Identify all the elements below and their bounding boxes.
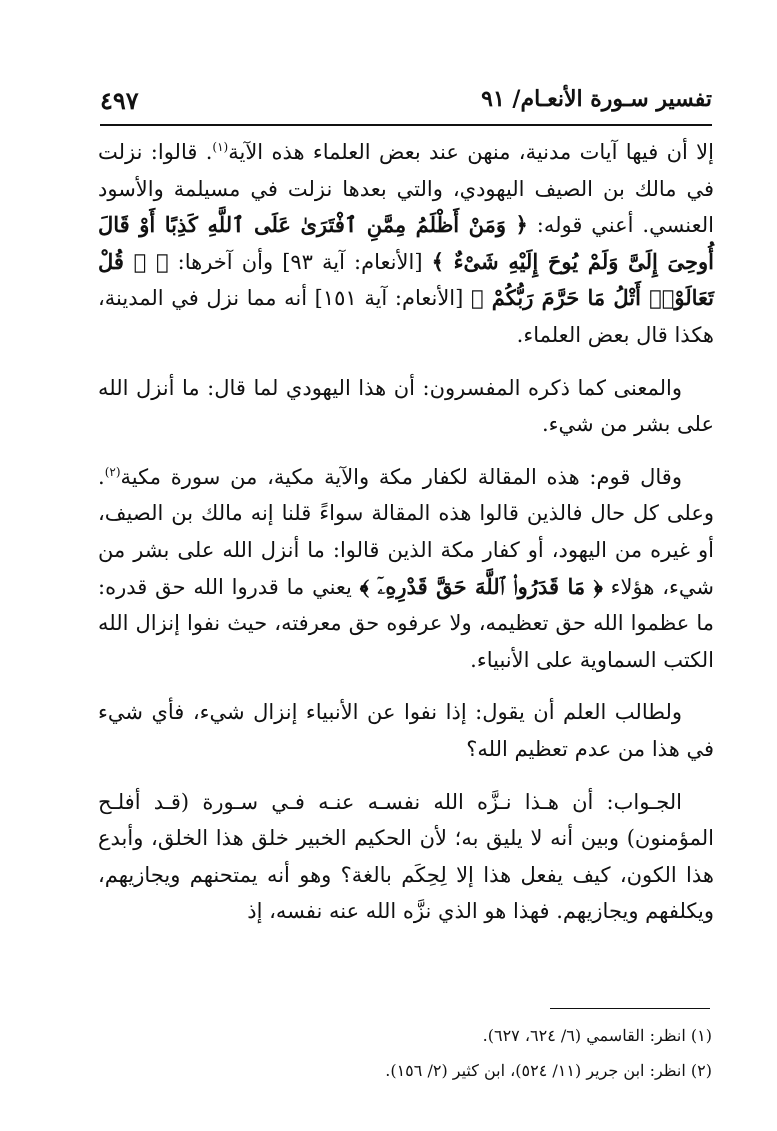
footnote-text: انظر: القاسمي (٦/ ٦٢٤، ٦٢٧). xyxy=(482,1026,686,1045)
footnote-ref-1: (١) xyxy=(212,140,229,154)
footnote-ref-2: (٢) xyxy=(104,464,121,479)
paragraph-5: الجـواب: أن هـذا نـزَّه الله نفسـه عنـه فـي سـورة (قـد أفلـح المؤمنون) وبين أنه لا يليق به؛ لأن الحكيم الخبير خلق هذا الخلق، وأبدع هذا الكون، كيف يفعل هذا إلا لِحِكَم بالغة؟ وهو أنه يمتحنهم ويجازيهم، ويكلفهم ويجازيهم. فهذا هو الذي نزَّه الله عنه نفسه، إذ xyxy=(98,789,714,924)
paragraph-1 xyxy=(98,134,714,354)
main-text xyxy=(98,134,714,946)
page-header xyxy=(100,86,712,120)
text-run: . وعلى كل حال فالذين قالوا هذه المقالة سواءً قلنا إنه مالك بن الصيف، أو غيره من اليهود، أو كفار مكة الذين قالوا: ما أنزل الله على بشر من شيء، هؤلاء xyxy=(98,464,714,599)
footnote-divider xyxy=(550,1008,710,1009)
page-number: ٤٩٧ xyxy=(100,86,139,115)
footnote-1 xyxy=(100,1018,712,1053)
paragraph-3 xyxy=(98,459,714,679)
footnotes xyxy=(100,1018,712,1088)
text-run: وقال قوم: هذه المقالة لكفار مكة والآية مكية، من سورة مكية xyxy=(120,464,682,489)
text-run: [الأنعام: آية ٩٣] وأن آخرها: xyxy=(168,249,432,274)
footnote-number: (١) xyxy=(690,1026,712,1045)
paragraph-2: والمعنى كما ذكره المفسرون: أن هذا اليهودي لما قال: ما أنزل الله على بشر من شيء. xyxy=(98,375,714,437)
text-run: يعني ما قدروا الله حق قدره: ما عظموا الله حق تعظيمه، ولا عرفوه حق معرفته، حيث نفوا إنزال الله الكتب السماوية على الأنبياء. xyxy=(98,574,714,672)
text-run: [الأنعام: آية ١٥١] أنه مما نزل في المدينة، هكذا قال بعض العلماء. xyxy=(98,286,714,347)
footnote-2 xyxy=(100,1053,712,1088)
quran-verse: ﴿ مَا قَدَرُوا۟ ٱللَّهَ حَقَّ قَدْرِهِۦٓ ﴾ xyxy=(359,573,603,599)
header-divider xyxy=(100,124,712,126)
footnote-text: انظر: ابن جرير (١١/ ٥٢٤)، ابن كثير (٢/ ١٥٦). xyxy=(385,1061,686,1080)
footnote-number: (٢) xyxy=(690,1061,712,1080)
quran-verse: ﴿ وَمَنْ أَظْلَمُ مِمَّنِ ٱفْتَرَىٰ عَلَى ٱللَّهِ كَذِبًا أَوْ قَالَ أُوحِىَ إِلَىَّ وَلَمْ يُوحَ إِلَيْهِ شَىْءٌ ﴾ xyxy=(98,212,714,274)
quran-verse: ﴿ ۞ قُلْ تَعَالَوْا۟ أَتْلُ مَا حَرَّمَ رَبُّكُمْ ﴾ xyxy=(98,248,715,311)
text-run: إلا أن فيها آيات مدنية، منهن عند بعض العلماء هذه الآية xyxy=(228,140,714,164)
text-run: . قالوا: نزلت في مالك بن الصيف اليهودي، والتي بعدها نزلت في مسيلمة والأسود العنسي. أعني قوله: xyxy=(98,140,715,238)
paragraph-4: ولطالب العلم أن يقول: إذا نفوا عن الأنبياء إنزال شيء، فأي شيء في هذا من عدم تعظيم الله؟ xyxy=(98,700,714,761)
running-title: تفسير سـورة الأنعـام/ ٩١ xyxy=(481,86,712,112)
